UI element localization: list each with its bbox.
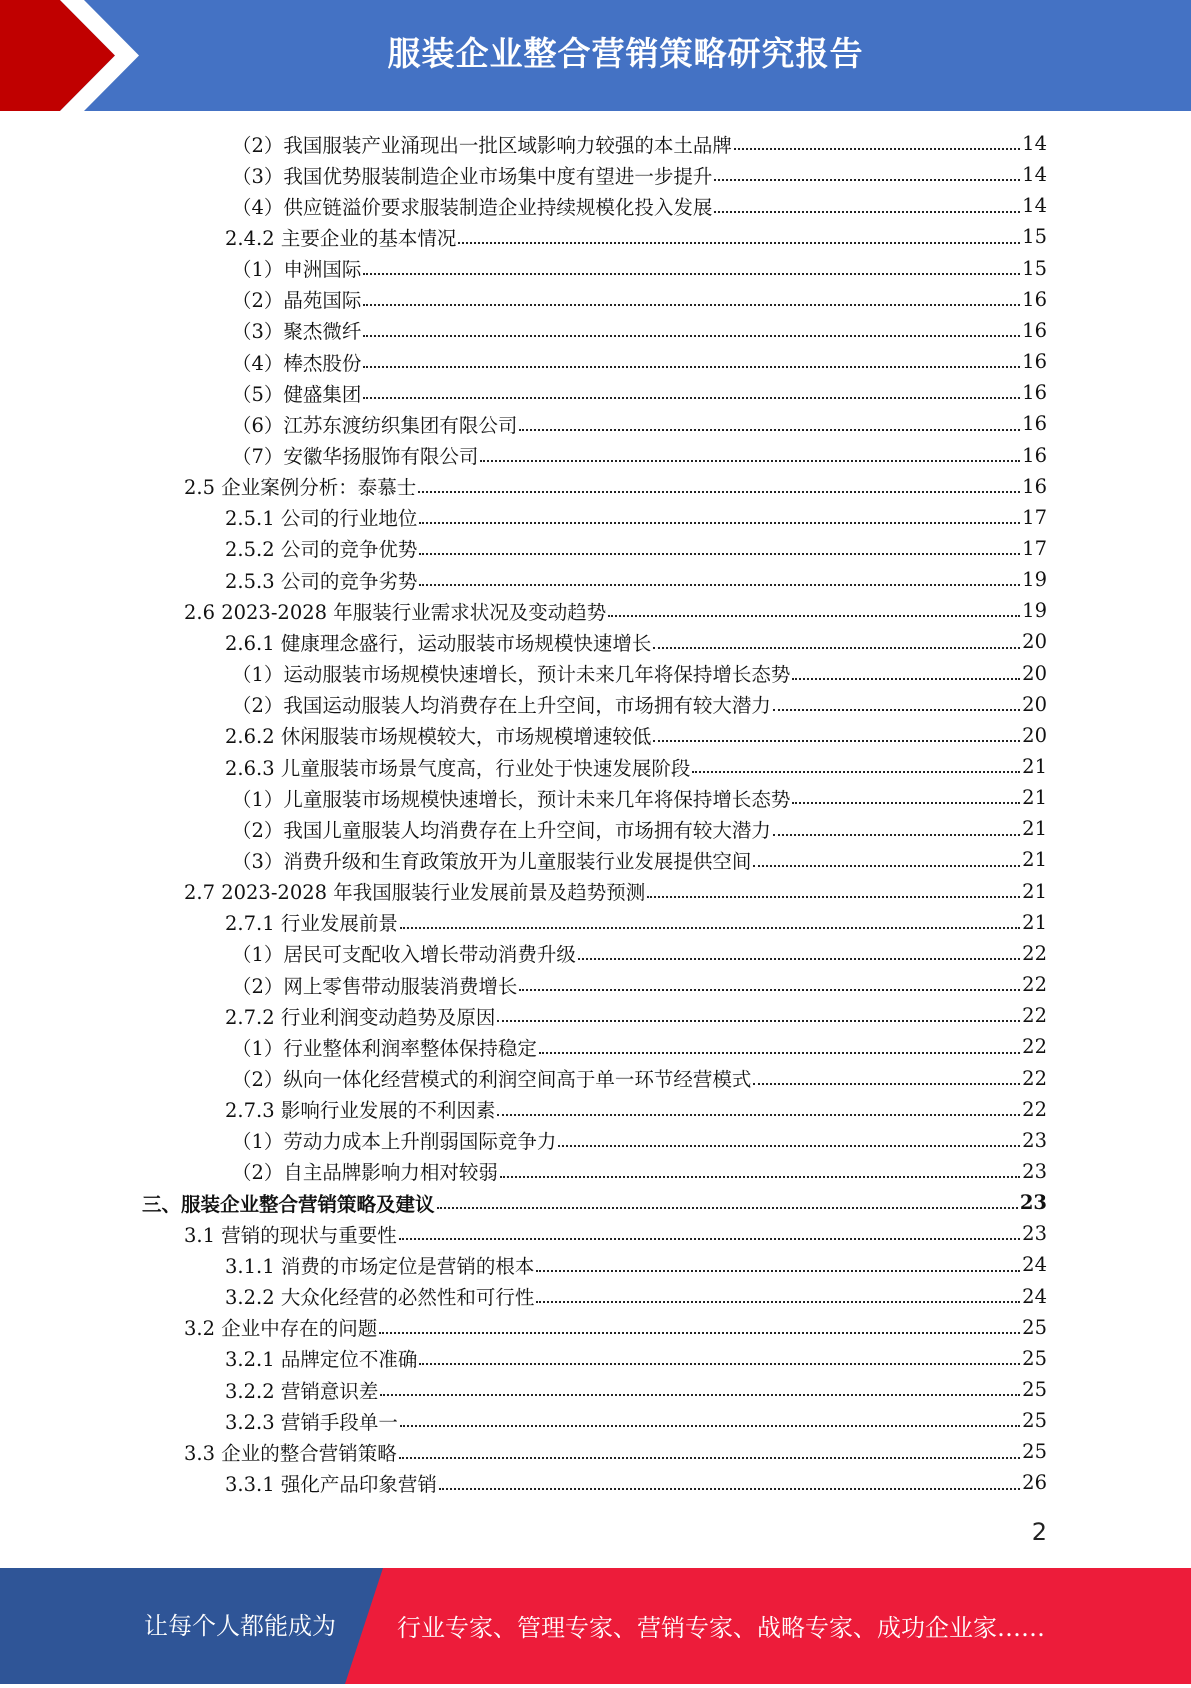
toc-entry-title: 2.6.2 休闲服装市场规模较大，市场规模增速较低 (225, 725, 652, 749)
toc-dot-leader (536, 1248, 1020, 1271)
toc-entry-page: 17 (1022, 505, 1047, 529)
toc-entry[interactable] (225, 1249, 1047, 1280)
toc-dot-leader (399, 1217, 1020, 1240)
toc-dot-leader (419, 532, 1020, 555)
toc-entry[interactable] (232, 1156, 1047, 1187)
toc-dot-leader (379, 1310, 1020, 1333)
toc-entry[interactable] (232, 128, 1047, 159)
toc-entry-page: 17 (1022, 536, 1047, 560)
toc-entry-title: （2）纵向一体化经营模式的利润空间高于单一环节经营模式 (232, 1068, 752, 1091)
toc-entry-title: （2）我国儿童服装人均消费存在上升空间，市场拥有较大潜力 (232, 818, 771, 842)
toc-entry-title: 2.5.1 公司的行业地位 (225, 507, 418, 531)
toc-dot-leader (363, 251, 1020, 274)
document-title: 服装企业整合营销策略研究报告 (387, 34, 864, 73)
toc-entry-page: 16 (1022, 287, 1047, 311)
toc-entry-title: （3）我国优势服装制造企业市场集中度有望进一步提升 (232, 164, 713, 188)
toc-dot-leader (400, 1404, 1020, 1427)
toc-entry-title: 3.1 营销的现状与重要性 (184, 1223, 397, 1247)
toc-entry-page: 22 (1022, 1004, 1047, 1028)
toc-entry[interactable] (184, 595, 1047, 626)
toc-entry[interactable] (232, 1063, 1047, 1094)
toc-entry-title: （6）江苏东渡纺织集团有限公司 (232, 413, 518, 437)
toc-dot-leader (714, 189, 1020, 212)
toc-dot-leader (714, 158, 1020, 181)
toc-dot-leader (458, 220, 1020, 243)
toc-entry-title: （5）健盛集团 (232, 382, 362, 406)
toc-entry[interactable] (225, 1405, 1047, 1436)
toc-entry-title: （2）我国运动服装人均消费存在上升空间，市场拥有较大潜力 (232, 694, 771, 718)
toc-entry-title: 2.7.2 行业利润变动趋势及原因 (225, 1005, 496, 1029)
toc-dot-leader (418, 469, 1020, 492)
toc-dot-leader (480, 438, 1020, 461)
toc-entry-page: 22 (1022, 941, 1047, 965)
toc-entry-title: 3.2.2 营销意识差 (225, 1379, 379, 1403)
toc-entry[interactable] (225, 907, 1047, 938)
toc-entry-title: 2.5 企业案例分析：泰慕士 (184, 476, 417, 500)
toc-dot-leader (519, 407, 1020, 430)
toc-entry-page: 23 (1019, 1191, 1047, 1215)
toc-entry-title: 2.7.3 影响行业发展的不利因素 (225, 1099, 496, 1123)
toc-entry[interactable] (225, 626, 1047, 657)
toc-entry[interactable] (232, 658, 1047, 689)
toc-entry-page: 14 (1022, 194, 1047, 218)
page-footer (0, 1568, 1191, 1684)
toc-entry[interactable] (225, 502, 1047, 533)
toc-entry[interactable] (232, 190, 1047, 221)
toc-entry-title: 3.2.3 营销手段单一 (225, 1410, 398, 1434)
toc-entry[interactable] (232, 1125, 1047, 1156)
toc-entry-page: 14 (1022, 132, 1047, 155)
toc-entry-title: 三、服装企业整合营销策略及建议 (142, 1192, 435, 1216)
toc-entry-page: 20 (1022, 723, 1047, 747)
toc-dot-leader (399, 1435, 1020, 1458)
toc-dot-leader (439, 1466, 1020, 1489)
toc-entry[interactable] (232, 938, 1047, 969)
toc-entry-page: 25 (1022, 1409, 1047, 1433)
toc-dot-leader (773, 812, 1020, 835)
toc-dot-leader (692, 750, 1020, 773)
toc-dot-leader (753, 843, 1020, 866)
toc-entry-title: （1）运动服装市场规模快速增长，预计未来几年将保持增长态势 (232, 663, 791, 687)
toc-dot-leader (363, 376, 1020, 399)
toc-entry[interactable] (232, 377, 1047, 408)
toc-dot-leader (500, 1155, 1020, 1178)
toc-dot-leader (792, 781, 1020, 804)
toc-entry[interactable] (225, 564, 1047, 595)
toc-entry-page: 25 (1022, 1378, 1047, 1401)
toc-entry-page: 19 (1022, 599, 1047, 623)
toc-entry-title: 3.3 企业的整合营销策略 (184, 1441, 397, 1465)
toc-entry-page: 20 (1022, 661, 1047, 685)
toc-entry[interactable] (184, 876, 1047, 907)
toc-entry-title: 2.6.3 儿童服装市场景气度高，行业处于快速发展阶段 (225, 756, 691, 780)
footer-slogan-right: 行业专家、管理专家、营销专家、战略专家、成功企业家…… (397, 1614, 1045, 1642)
toc-entry-page: 19 (1022, 568, 1047, 592)
toc-entry[interactable] (232, 346, 1047, 377)
toc-entry-title: （3）消费升级和生育政策放开为儿童服装行业发展提供空间 (232, 849, 752, 873)
toc-entry-page: 25 (1022, 1440, 1047, 1464)
toc-entry-title: 3.2.1 品牌定位不准确 (225, 1348, 418, 1372)
toc-entry-title: 3.3.1 强化产品印象营销 (225, 1472, 437, 1496)
toc-dot-leader (536, 1279, 1020, 1302)
toc-entry[interactable] (232, 440, 1047, 471)
toc-dot-leader (608, 594, 1020, 617)
toc-entry[interactable] (184, 1312, 1047, 1343)
toc-entry-title: 2.5.2 公司的竞争优势 (225, 538, 418, 562)
toc-entry-title: （1）儿童服装市场规模快速增长，预计未来几年将保持增长态势 (232, 787, 791, 811)
toc-dot-leader (734, 127, 1020, 150)
toc-dot-leader (539, 1030, 1020, 1053)
toc-dot-leader (363, 345, 1020, 368)
toc-entry[interactable] (225, 1343, 1047, 1374)
toc-entry-title: 2.7.1 行业发展前景 (225, 912, 398, 936)
toc-dot-leader (363, 314, 1020, 337)
toc-entry-title: 2.6 2023-2028 年服装行业需求状况及变动趋势 (184, 600, 607, 624)
toc-entry-page: 23 (1022, 1128, 1047, 1152)
toc-dot-leader (400, 906, 1020, 929)
toc-entry[interactable] (142, 1187, 1047, 1218)
toc-entry-page: 20 (1022, 630, 1047, 654)
toc-dot-leader (497, 999, 1020, 1022)
toc-entry-page: 16 (1022, 443, 1047, 467)
toc-entry-page: 21 (1022, 910, 1047, 934)
toc-entry-page: 22 (1022, 1097, 1047, 1121)
toc-dot-leader (380, 1373, 1020, 1396)
toc-entry-page: 22 (1022, 973, 1047, 997)
toc-entry-title: 2.5.3 公司的竞争劣势 (225, 569, 418, 593)
toc-entry-title: （2）自主品牌影响力相对较弱 (232, 1161, 498, 1185)
toc-entry-title: 3.2 企业中存在的问题 (184, 1317, 378, 1341)
toc-entry-page: 22 (1022, 1066, 1047, 1090)
toc-entry[interactable] (232, 284, 1047, 315)
toc-entry-page: 14 (1022, 163, 1047, 187)
toc-entry-title: （2）我国服装产业涌现出一批区域影响力较强的本土品牌 (232, 133, 732, 157)
toc-dot-leader (773, 687, 1020, 710)
toc-entry-title: 2.4.2 主要企业的基本情况 (225, 226, 457, 250)
toc-entry-page: 22 (1022, 1035, 1047, 1059)
toc-entry-title: （1）行业整体利润率整体保持稳定 (232, 1036, 537, 1060)
toc-entry[interactable] (225, 1094, 1047, 1125)
toc-entry-page: 15 (1022, 225, 1047, 249)
footer-slogan-left: 让每个人都能成为 (144, 1612, 336, 1640)
toc-entry-page: 16 (1022, 381, 1047, 405)
toc-entry-page: 16 (1022, 474, 1047, 498)
toc-entry[interactable] (232, 315, 1047, 346)
toc-entry-page: 23 (1022, 1159, 1047, 1183)
toc-dot-leader (419, 501, 1020, 524)
toc-entry[interactable] (232, 253, 1047, 284)
toc-entry[interactable] (232, 1031, 1047, 1062)
toc-entry-title: （4）棒杰股份 (232, 351, 362, 375)
toc-entry[interactable] (232, 969, 1047, 1000)
toc-dot-leader (437, 1186, 1018, 1209)
toc-entry-page: 24 (1022, 1253, 1047, 1277)
toc-entry-page: 21 (1022, 755, 1047, 778)
toc-entry-page: 25 (1022, 1346, 1047, 1370)
toc-entry[interactable] (225, 1467, 1047, 1498)
page-header (0, 0, 1191, 111)
toc-dot-leader (419, 1342, 1020, 1365)
toc-dot-leader (647, 874, 1020, 897)
toc-entry[interactable] (232, 813, 1047, 844)
toc-entry-page: 21 (1022, 879, 1047, 903)
toc-entry-title: （2）网上零售带动服装消费增长 (232, 974, 518, 998)
toc-entry[interactable] (232, 844, 1047, 875)
toc-entry[interactable] (225, 1000, 1047, 1031)
toc-entry[interactable] (184, 471, 1047, 502)
toc-entry-title: 2.7 2023-2028 年我国服装行业发展前景及趋势预测 (184, 881, 646, 905)
toc-entry-page: 21 (1022, 786, 1047, 810)
toc-entry-title: （3）聚杰微纤 (232, 320, 362, 344)
toc-dot-leader (519, 968, 1020, 991)
toc-entry-title: （1）申洲国际 (232, 258, 362, 282)
toc-entry[interactable] (225, 1281, 1047, 1312)
toc-dot-leader (792, 656, 1020, 679)
toc-entry-page: 20 (1022, 692, 1047, 716)
toc-dot-leader (578, 937, 1020, 960)
toc-entry-title: （7）安徽华扬服饰有限公司 (232, 445, 479, 468)
toc-entry-page: 24 (1022, 1284, 1047, 1308)
toc-entry-title: （2）晶苑国际 (232, 289, 362, 313)
toc-dot-leader (753, 1061, 1020, 1084)
toc-entry[interactable] (184, 1436, 1047, 1467)
toc-entry[interactable] (225, 1374, 1047, 1405)
toc-entry-title: 3.2.2 大众化经营的必然性和可行性 (225, 1286, 535, 1310)
toc-entry-page: 16 (1022, 318, 1047, 342)
toc-entry[interactable] (232, 159, 1047, 190)
toc-entry[interactable] (232, 689, 1047, 720)
toc-entry-page: 21 (1022, 848, 1047, 872)
toc-entry[interactable] (225, 221, 1047, 252)
toc-dot-leader (497, 1092, 1020, 1115)
page-number: 2 (1031, 1518, 1047, 1546)
toc-entry-title: （1）居民可支配收入增长带动消费升级 (232, 943, 576, 967)
toc-dot-leader (558, 1124, 1020, 1147)
toc-entry-title: （1）劳动力成本上升削弱国际竞争力 (232, 1130, 557, 1154)
toc-entry[interactable] (225, 751, 1047, 782)
toc-entry-page: 23 (1022, 1222, 1047, 1246)
toc-entry-page: 26 (1022, 1471, 1047, 1495)
toc-dot-leader (363, 283, 1020, 306)
toc-entry-page: 16 (1022, 412, 1047, 436)
toc-entry-title: （4）供应链溢价要求服装制造企业持续规模化投入发展 (232, 195, 713, 219)
toc-entry-page: 25 (1022, 1315, 1047, 1339)
toc-dot-leader (653, 719, 1020, 742)
toc-dot-leader (419, 563, 1020, 586)
toc-entry-page: 16 (1022, 350, 1047, 374)
toc-dot-leader (653, 625, 1020, 648)
toc-entry-page: 15 (1022, 256, 1047, 280)
toc-entry-page: 21 (1022, 817, 1047, 841)
toc-entry[interactable] (184, 1218, 1047, 1249)
toc-entry[interactable] (225, 533, 1047, 564)
toc-entry-title: 3.1.1 消费的市场定位是营销的根本 (225, 1254, 535, 1278)
toc-entry[interactable] (225, 720, 1047, 751)
toc-entry[interactable] (232, 782, 1047, 813)
toc-entry-title: 2.6.1 健康理念盛行，运动服装市场规模快速增长 (225, 631, 652, 655)
toc-entry[interactable] (232, 408, 1047, 439)
